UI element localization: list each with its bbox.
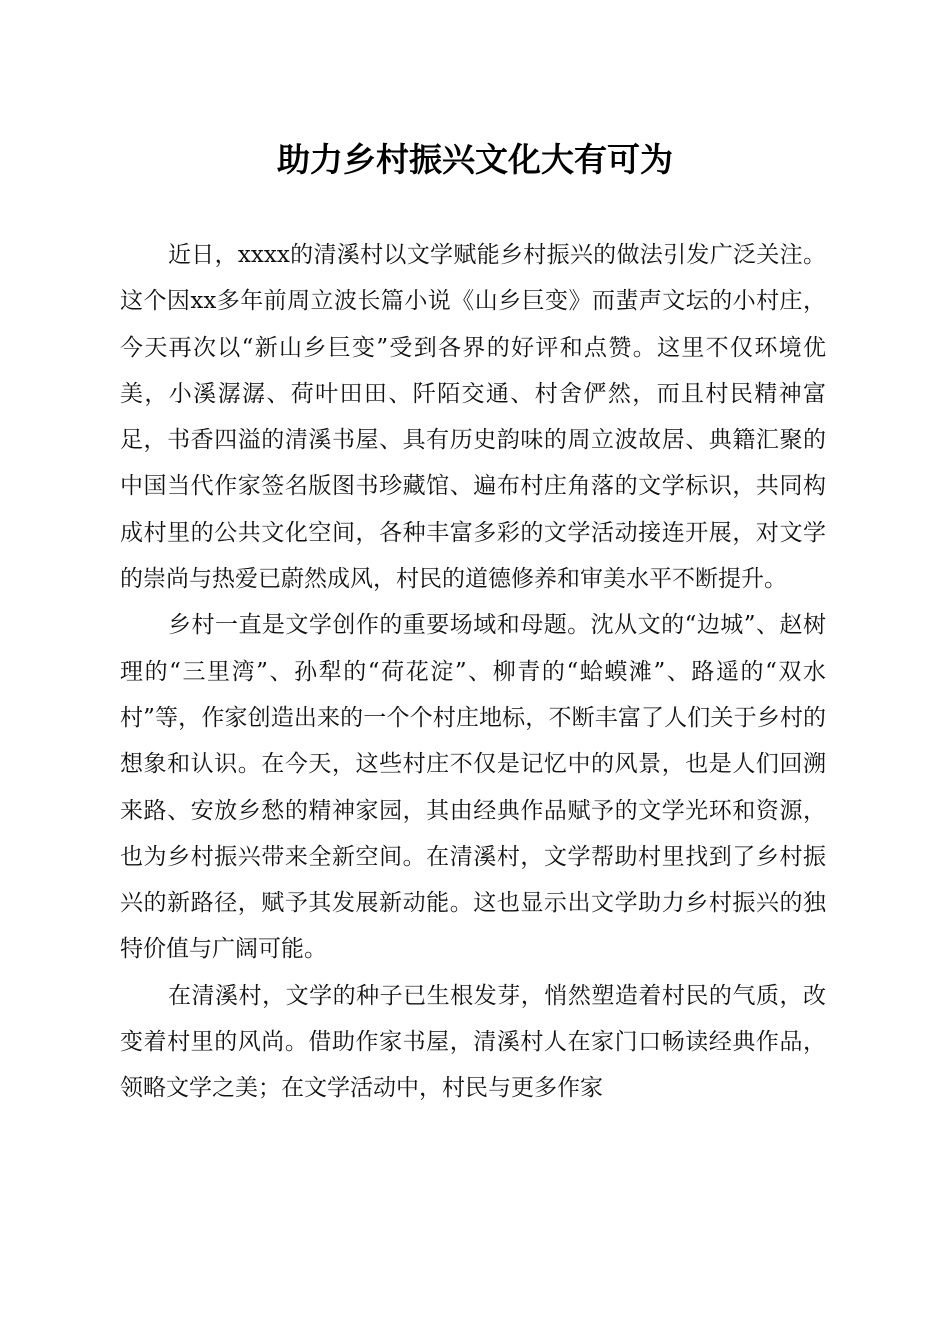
document-title: 助力乡村振兴文化大有可为: [277, 140, 673, 179]
paragraph-2: 乡村一直是文学创作的重要场域和母题。沈从文的“边城”、赵树理的“三里湾”、孙犁的“荷花淀”、柳青的“蛤蟆滩”、路遥的“双水村”等，作家创造出来的一个个村庄地标，不断丰富了人们关于乡村的想象和认识。在今天，这些村庄不仅是记忆中的风景，也是人们回溯来路、安放乡愁的精神家园，其由经典作品赋予的文学光环和资源，也为乡村振兴带来全新空间。在清溪村，文学帮助村里找到了乡村振兴的新路径，赋予其发展新动能。这也显示出文学助力乡村振兴的独特价值与广阔可能。: [120, 612, 826, 963]
paragraph-1: 近日，xxxx的清溪村以文学赋能乡村振兴的做法引发广泛关注。这个因xx多年前周立波长篇小说《山乡巨变》而蜚声文坛的小村庄，今天再次以“新山乡巨变”受到各界的好评和点赞。这里不仅环境优美，小溪潺潺、荷叶田田、阡陌交通、村舍俨然，而且村民精神富足，书香四溢的清溪书屋、具有历史韵味的周立波故居、典籍汇聚的中国当代作家签名版图书珍藏馆、遍布村庄角落的文学标识，共同构成村里的公共文化空间，各种丰富多彩的文学活动接连开展，对文学的崇尚与热爱已蔚然成风，村民的道德修养和审美水平不断提升。: [120, 242, 826, 593]
paragraph-3: 在清溪村，文学的种子已生根发芽，悄然塑造着村民的气质，改变着村里的风尚。借助作家书屋，清溪村人在家门口畅读经典作品，领略文学之美；在文学活动中，村民与更多作家: [120, 982, 826, 1102]
document-body: [120, 232, 826, 1112]
